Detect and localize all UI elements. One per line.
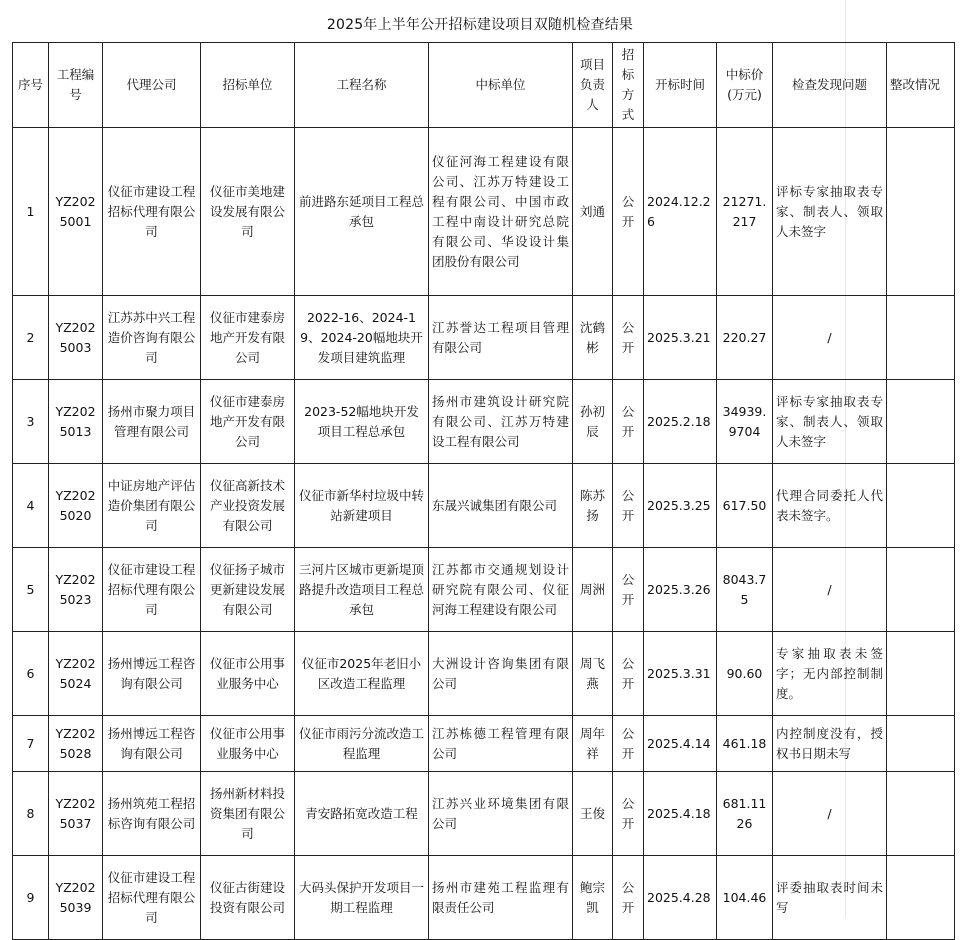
cell-winner: 扬州市建筑设计研究院有限公司、江苏万特建设工程有限公司 bbox=[429, 380, 573, 464]
cell-rectify bbox=[887, 716, 955, 772]
table-row bbox=[13, 380, 955, 464]
cell-issues: / bbox=[773, 772, 887, 856]
cell-code: YZ2025020 bbox=[49, 464, 103, 548]
header-price: 中标价(万元) bbox=[717, 43, 773, 128]
header-rectify: 整改情况 bbox=[887, 43, 955, 128]
cell-project: 2023-52幅地块开发项目工程总承包 bbox=[295, 380, 429, 464]
cell-open-time: 2025.4.28 bbox=[644, 856, 717, 940]
table-row bbox=[13, 716, 955, 772]
cell-method: 公开 bbox=[613, 632, 644, 716]
cell-rectify bbox=[887, 464, 955, 548]
cell-agency: 扬州博远工程咨询有限公司 bbox=[103, 716, 201, 772]
cell-manager: 周飞燕 bbox=[573, 632, 613, 716]
cell-price: 461.18 bbox=[717, 716, 773, 772]
cell-seq: 4 bbox=[13, 464, 49, 548]
header-row bbox=[13, 43, 955, 128]
cell-project: 前进路东延项目工程总承包 bbox=[295, 128, 429, 296]
cell-code: YZ2025039 bbox=[49, 856, 103, 940]
cell-rectify bbox=[887, 548, 955, 632]
cell-code: YZ2025001 bbox=[49, 128, 103, 296]
cell-manager: 鲍宗凯 bbox=[573, 856, 613, 940]
cell-seq: 2 bbox=[13, 296, 49, 380]
cell-project: 仪征市新华村垃圾中转站新建项目 bbox=[295, 464, 429, 548]
cell-seq: 6 bbox=[13, 632, 49, 716]
cell-open-time: 2025.3.21 bbox=[644, 296, 717, 380]
cell-code: YZ2025023 bbox=[49, 548, 103, 632]
cell-issues: 内控制度没有，授权书日期未写 bbox=[773, 716, 887, 772]
cell-price: 220.27 bbox=[717, 296, 773, 380]
cell-tenderer: 扬州新材料投资集团有限公司 bbox=[201, 772, 295, 856]
cell-tenderer: 仪征市建泰房地产开发有限公司 bbox=[201, 380, 295, 464]
cell-rectify bbox=[887, 296, 955, 380]
cell-code: YZ2025037 bbox=[49, 772, 103, 856]
cell-rectify bbox=[887, 772, 955, 856]
cell-tenderer: 仪征高新技术产业投资发展有限公司 bbox=[201, 464, 295, 548]
cell-issues: 评委抽取表时间未写 bbox=[773, 856, 887, 940]
cell-open-time: 2025.3.26 bbox=[644, 548, 717, 632]
cell-project: 三河片区城市更新堤顶路提升改造项目工程总承包 bbox=[295, 548, 429, 632]
cell-rectify bbox=[887, 128, 955, 296]
cell-method: 公开 bbox=[613, 296, 644, 380]
cell-open-time: 2025.3.25 bbox=[644, 464, 717, 548]
cell-method: 公开 bbox=[613, 380, 644, 464]
cell-rectify bbox=[887, 380, 955, 464]
cell-agency: 中证房地产评估造价集团有限公司 bbox=[103, 464, 201, 548]
cell-manager: 沈鹤彬 bbox=[573, 296, 613, 380]
cell-issues: / bbox=[773, 296, 887, 380]
cell-issues: 评标专家抽取表专家、制表人、领取人未签字 bbox=[773, 380, 887, 464]
cell-tenderer: 仪征古街建设投资有限公司 bbox=[201, 856, 295, 940]
cell-method: 公开 bbox=[613, 856, 644, 940]
cell-manager: 周年祥 bbox=[573, 716, 613, 772]
cell-rectify bbox=[887, 632, 955, 716]
cell-code: YZ2025003 bbox=[49, 296, 103, 380]
cell-method: 公开 bbox=[613, 716, 644, 772]
header-issues: 检查发现问题 bbox=[773, 43, 887, 128]
cell-price: 8043.75 bbox=[717, 548, 773, 632]
cell-method: 公开 bbox=[613, 128, 644, 296]
header-project: 工程名称 bbox=[295, 43, 429, 128]
cell-issues: 代理合同委托人代表未签字。 bbox=[773, 464, 887, 548]
cell-price: 21271.217 bbox=[717, 128, 773, 296]
cell-agency: 扬州博远工程咨询有限公司 bbox=[103, 632, 201, 716]
cell-manager: 孙初辰 bbox=[573, 380, 613, 464]
cell-open-time: 2025.3.31 bbox=[644, 632, 717, 716]
table-row bbox=[13, 548, 955, 632]
cell-seq: 8 bbox=[13, 772, 49, 856]
page-title: 2025年上半年公开招标建设项目双随机检查结果 bbox=[326, 17, 634, 33]
cell-method: 公开 bbox=[613, 548, 644, 632]
cell-project: 2022-16、2024-19、2024-20幅地块开发项目建筑监理 bbox=[295, 296, 429, 380]
cell-tenderer: 仪征市公用事业服务中心 bbox=[201, 632, 295, 716]
cell-code: YZ2025024 bbox=[49, 632, 103, 716]
results-table bbox=[12, 42, 955, 940]
cell-winner: 江苏栋德工程管理有限公司 bbox=[429, 716, 573, 772]
cell-tenderer: 仪征市建泰房地产开发有限公司 bbox=[201, 296, 295, 380]
cell-project: 仪征市雨污分流改造工程监理 bbox=[295, 716, 429, 772]
cell-open-time: 2025.4.14 bbox=[644, 716, 717, 772]
cell-agency: 扬州筑苑工程招标咨询有限公司 bbox=[103, 772, 201, 856]
cell-winner: 扬州市建苑工程监理有限责任公司 bbox=[429, 856, 573, 940]
table-row bbox=[13, 464, 955, 548]
header-winner: 中标单位 bbox=[429, 43, 573, 128]
cell-project: 大码头保护开发项目一期工程监理 bbox=[295, 856, 429, 940]
cell-code: YZ2025013 bbox=[49, 380, 103, 464]
cell-issues: 评标专家抽取表专家、制表人、领取人未签字 bbox=[773, 128, 887, 296]
cell-winner: 江苏都市交通规划设计研究院有限公司、仪征河海工程建设有限公司 bbox=[429, 548, 573, 632]
table-row bbox=[13, 128, 955, 296]
cell-winner: 大洲设计咨询集团有限公司 bbox=[429, 632, 573, 716]
cell-method: 公开 bbox=[613, 464, 644, 548]
header-code: 工程编号 bbox=[49, 43, 103, 128]
cell-winner: 仪征河海工程建设有限公司、江苏万特建设工程有限公司、中国市政工程中南设计研究总院有限公司、华设设计集团股份有限公司 bbox=[429, 128, 573, 296]
cell-price: 90.60 bbox=[717, 632, 773, 716]
table-row bbox=[13, 296, 955, 380]
cell-agency: 扬州市聚力项目管理有限公司 bbox=[103, 380, 201, 464]
cell-open-time: 2025.4.18 bbox=[644, 772, 717, 856]
cell-price: 681.1126 bbox=[717, 772, 773, 856]
cell-method: 公开 bbox=[613, 772, 644, 856]
cell-seq: 5 bbox=[13, 548, 49, 632]
cell-code: YZ2025028 bbox=[49, 716, 103, 772]
cell-seq: 1 bbox=[13, 128, 49, 296]
cell-agency: 仪征市建设工程招标代理有限公司 bbox=[103, 856, 201, 940]
table-body bbox=[13, 128, 955, 940]
cell-seq: 7 bbox=[13, 716, 49, 772]
table-row bbox=[13, 632, 955, 716]
table-row bbox=[13, 772, 955, 856]
cell-rectify bbox=[887, 856, 955, 940]
table-row bbox=[13, 856, 955, 940]
header-agency: 代理公司 bbox=[103, 43, 201, 128]
cell-manager: 周洲 bbox=[573, 548, 613, 632]
cell-open-time: 2025.2.18 bbox=[644, 380, 717, 464]
cell-tenderer: 仪征市公用事业服务中心 bbox=[201, 716, 295, 772]
cell-price: 34939.9704 bbox=[717, 380, 773, 464]
header-method: 招标方式 bbox=[613, 43, 644, 128]
cell-open-time: 2024.12.26 bbox=[644, 128, 717, 296]
cell-manager: 王俊 bbox=[573, 772, 613, 856]
cell-project: 仪征市2025年老旧小区改造工程监理 bbox=[295, 632, 429, 716]
cell-winner: 江苏兴业环境集团有限公司 bbox=[429, 772, 573, 856]
header-open-time: 开标时间 bbox=[644, 43, 717, 128]
cell-winner: 东晟兴诚集团有限公司 bbox=[429, 464, 573, 548]
cell-price: 104.46 bbox=[717, 856, 773, 940]
header-tenderer: 招标单位 bbox=[201, 43, 295, 128]
cell-agency: 江苏苏中兴工程造价咨询有限公司 bbox=[103, 296, 201, 380]
cell-tenderer: 仪征扬子城市更新建设发展有限公司 bbox=[201, 548, 295, 632]
cell-issues: 专家抽取表未签字；无内部控制制度。 bbox=[773, 632, 887, 716]
cell-winner: 江苏誉达工程项目管理有限公司 bbox=[429, 296, 573, 380]
cell-tenderer: 仪征市美地建设发展有限公司 bbox=[201, 128, 295, 296]
cell-seq: 3 bbox=[13, 380, 49, 464]
cell-price: 617.50 bbox=[717, 464, 773, 548]
cell-seq: 9 bbox=[13, 856, 49, 940]
results-table-container bbox=[12, 42, 954, 940]
cell-agency: 仪征市建设工程招标代理有限公司 bbox=[103, 548, 201, 632]
header-seq: 序号 bbox=[13, 43, 49, 128]
cell-manager: 陈苏扬 bbox=[573, 464, 613, 548]
cell-issues: / bbox=[773, 548, 887, 632]
cell-manager: 刘通 bbox=[573, 128, 613, 296]
header-manager: 项目负责人 bbox=[573, 43, 613, 128]
cell-agency: 仪征市建设工程招标代理有限公司 bbox=[103, 128, 201, 296]
cell-project: 青安路拓宽改造工程 bbox=[295, 772, 429, 856]
